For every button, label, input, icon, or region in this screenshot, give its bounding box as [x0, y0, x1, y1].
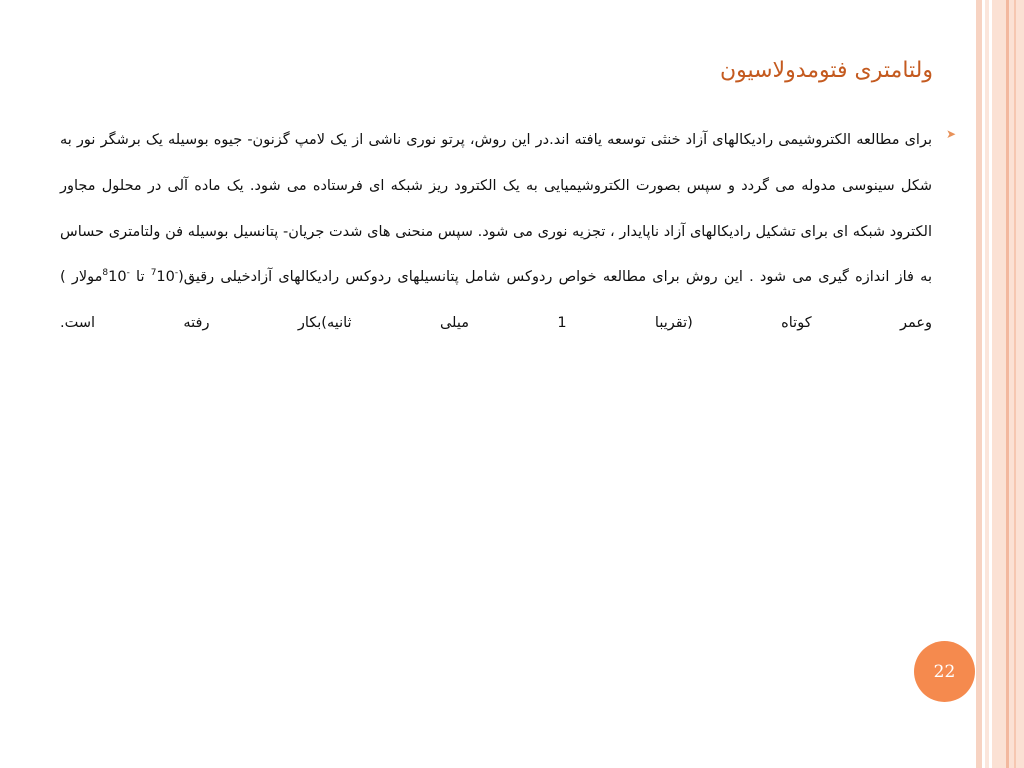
decor-stripe	[1006, 0, 1009, 768]
exponent-1: -7	[150, 268, 179, 279]
slide-title: ولتامتری فتومدولاسیون	[719, 58, 933, 83]
paragraph-text-3: 10مولار ) وعمر کوتاه (تقریبا 1 میلی ثانیه)بکار رفته است.	[60, 269, 932, 332]
paragraph-text-1: برای مطالعه الکتروشیمی رادیکالهای آزاد خنثی توسعه یافته اند.در این روش، پرتو نوری ناشی از یک لامپ گزنون- جیوه بوسیله یک برشگر نور به شکل سینوسی مدوله می گردد و سپس بصورت الکتروشیمیایی به یک الکترود ریز شبکه ای فرستاده می شود. یک ماده آلی در محلول مجاور الکترود شبکه ای برای تشکیل رادیکالهای آزاد ناپایدار ، تجزیه نوری می شود. سپس منحنی های شدت جریان- پتانسیل بوسیله فن ولتامتری حساس به فاز اندازه گیری می شود . این روش برای مطالعه خواص ردوکس شامل پتانسیلهای ردوکس رادیکالهای آزادخیلی رقیق(	[60, 132, 932, 286]
decor-stripe	[985, 0, 989, 768]
decor-stripe	[976, 0, 982, 768]
arrow-bullet-icon: ➤	[946, 127, 957, 141]
body-paragraph	[60, 118, 932, 347]
decor-stripe	[1014, 0, 1016, 768]
page-number-badge: 22	[914, 641, 975, 702]
paragraph-text-2: 10 تا	[129, 269, 175, 286]
exponent-2: -8	[102, 268, 130, 279]
